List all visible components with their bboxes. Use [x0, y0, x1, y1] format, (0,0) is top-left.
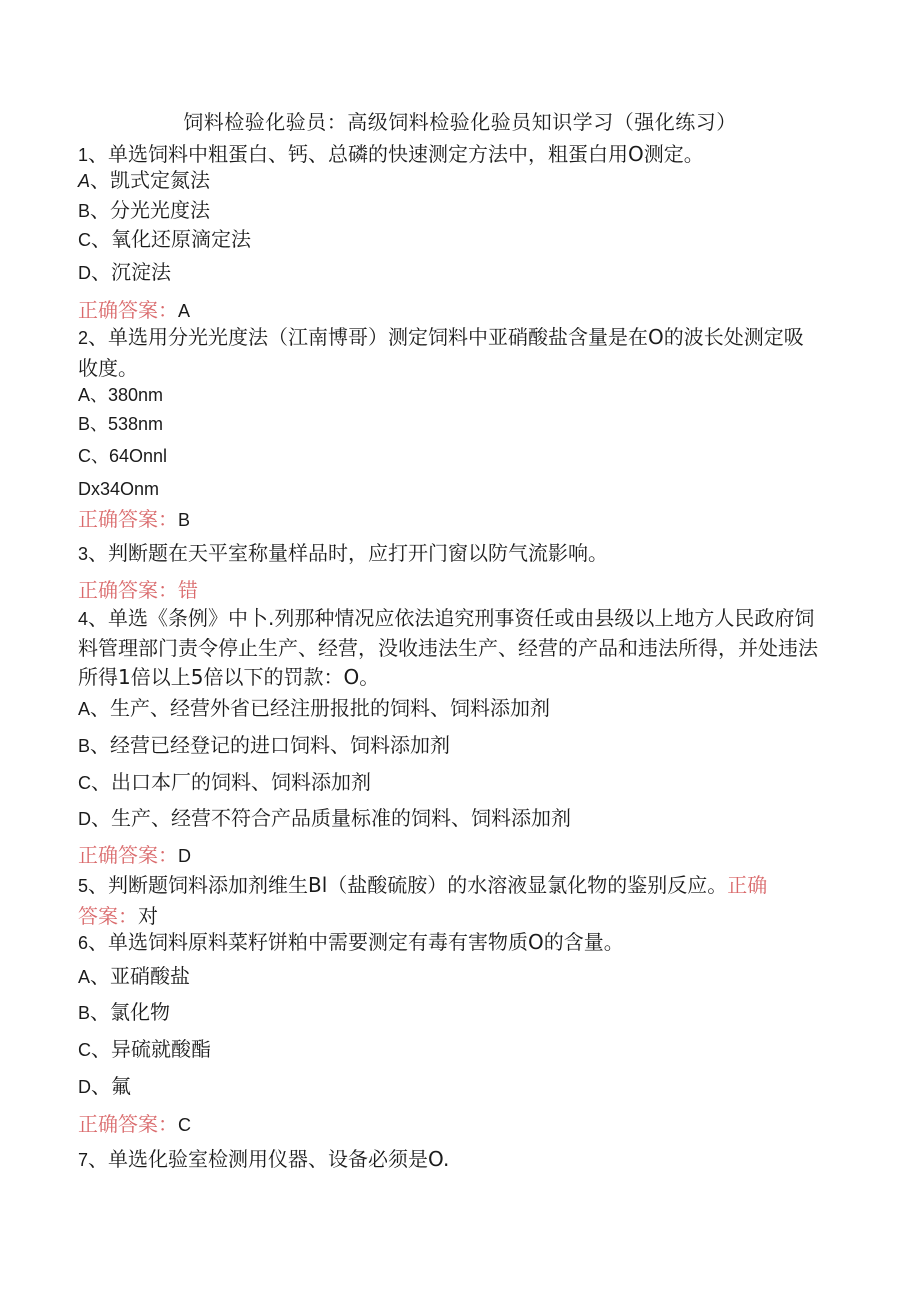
question-text: 、单选化验室检测用仪器、设备必须是O. — [88, 1147, 450, 1171]
answer-4 — [78, 841, 191, 870]
option-c: C、64Onnl — [78, 446, 168, 466]
option-c — [78, 1035, 211, 1064]
question-5 — [78, 870, 823, 931]
option-text: 、氧化还原滴定法 — [91, 227, 251, 251]
option-a — [78, 694, 550, 723]
option-d: Dx34Onm — [78, 479, 160, 499]
option-text: 、氯化物 — [90, 1000, 171, 1024]
option-b — [78, 998, 170, 1027]
option-text: 、沉淀法 — [91, 260, 171, 284]
option-letter: B — [78, 201, 91, 221]
question-6 — [78, 928, 624, 957]
answer-label: 正确答案： — [78, 578, 178, 602]
option-letter: C — [78, 773, 91, 793]
answer-value: 对 — [138, 904, 158, 928]
question-number: 5 — [78, 876, 89, 896]
option-a — [78, 166, 210, 195]
option-text: 、亚硝酸盐 — [90, 964, 191, 988]
option-text: 、经营已经登记的进口饲料、饲料添加剂 — [90, 733, 451, 757]
option-text: 、生产、经营外省已经注册报批的饲料、饲料添加剂 — [90, 696, 551, 720]
answer-1 — [78, 296, 190, 325]
question-number: 3 — [78, 544, 89, 564]
option-text: 、分光光度法 — [90, 198, 211, 222]
option-letter: B — [78, 736, 91, 756]
option-text: 、凯式定氮法 — [90, 168, 211, 192]
option-text: 、生产、经营不符合产品质量标准的饲料、饲料添加剂 — [91, 806, 571, 830]
answer-value: 错 — [178, 578, 198, 602]
question-text: 、单选《条例》中卜.列那种情况应依法追究刑事资任或由县级以上地方人民政府饲料管理部门责令停止生产、经营，没收违法生产、经营的产品和违法所得，并处违法所得1倍以上5倍以下的罚款：O。 — [78, 606, 818, 689]
answer-value: D — [178, 846, 191, 866]
answer-label: 正确 — [727, 873, 768, 897]
option-letter: A — [78, 967, 91, 987]
option-b: B、538nm — [78, 414, 164, 434]
question-7 — [78, 1145, 449, 1174]
option-d — [78, 804, 571, 833]
option-a — [78, 962, 190, 991]
question-1 — [78, 140, 704, 169]
question-number: 6 — [78, 933, 89, 953]
option-letter: D — [78, 809, 91, 829]
option-letter: C — [78, 1040, 91, 1060]
option-text: 、氟 — [91, 1074, 131, 1098]
answer-label: 正确答案： — [78, 507, 178, 531]
question-text: 、单选饲料中粗蛋白、钙、总磷的快速测定方法中，粗蛋白用O测定。 — [88, 142, 704, 166]
option-letter: A — [78, 171, 91, 191]
document-title: 饲料检验化验员：高级饲料检验化验员知识学习（强化练习） — [183, 110, 737, 134]
option-a: A、380nm — [78, 385, 164, 405]
option-letter: D — [78, 1077, 91, 1097]
question-4 — [78, 604, 823, 692]
question-number: 2 — [78, 328, 89, 348]
option-d — [78, 1072, 131, 1101]
question-number: 1 — [78, 145, 89, 165]
answer-label: 正确答案： — [78, 843, 178, 867]
option-letter: B — [78, 1003, 91, 1023]
option-text: 、出口本厂的饲料、饲料添加剂 — [91, 770, 371, 794]
question-text: 、判断题饲料添加剂维生Bl（盐酸硫胺）的水溶液显氯化物的鉴别反应。 — [88, 873, 728, 897]
question-number: 4 — [78, 609, 89, 629]
answer-label-cont: 答案： — [78, 904, 138, 928]
option-c — [78, 768, 371, 797]
option-d — [78, 258, 171, 287]
answer-value: B — [178, 510, 191, 530]
answer-3 — [78, 576, 198, 604]
answer-label: 正确答案： — [78, 1112, 178, 1136]
option-c — [78, 225, 251, 254]
question-3 — [78, 539, 608, 568]
answer-label: 正确答案： — [78, 298, 178, 322]
answer-value: A — [178, 301, 191, 321]
question-text: 、单选用分光光度法（江南博哥）测定饲料中亚硝酸盐含量是在O的波长处测定吸收度。 — [78, 325, 804, 380]
answer-6 — [78, 1110, 191, 1139]
question-number: 7 — [78, 1150, 89, 1170]
answer-2 — [78, 505, 190, 534]
option-letter: C — [78, 230, 91, 250]
option-text: 、异硫就酸酯 — [91, 1037, 211, 1061]
question-text: 、单选饲料原料菜籽饼粕中需要测定有毒有害物质O的含量。 — [88, 930, 624, 954]
option-b — [78, 196, 210, 225]
question-2 — [78, 322, 823, 383]
answer-value: C — [178, 1115, 191, 1135]
option-b — [78, 731, 450, 760]
option-letter: A — [78, 699, 91, 719]
option-letter: D — [78, 263, 91, 283]
question-text: 、判断题在天平室称量样品时，应打开门窗以防气流影响。 — [88, 541, 609, 565]
